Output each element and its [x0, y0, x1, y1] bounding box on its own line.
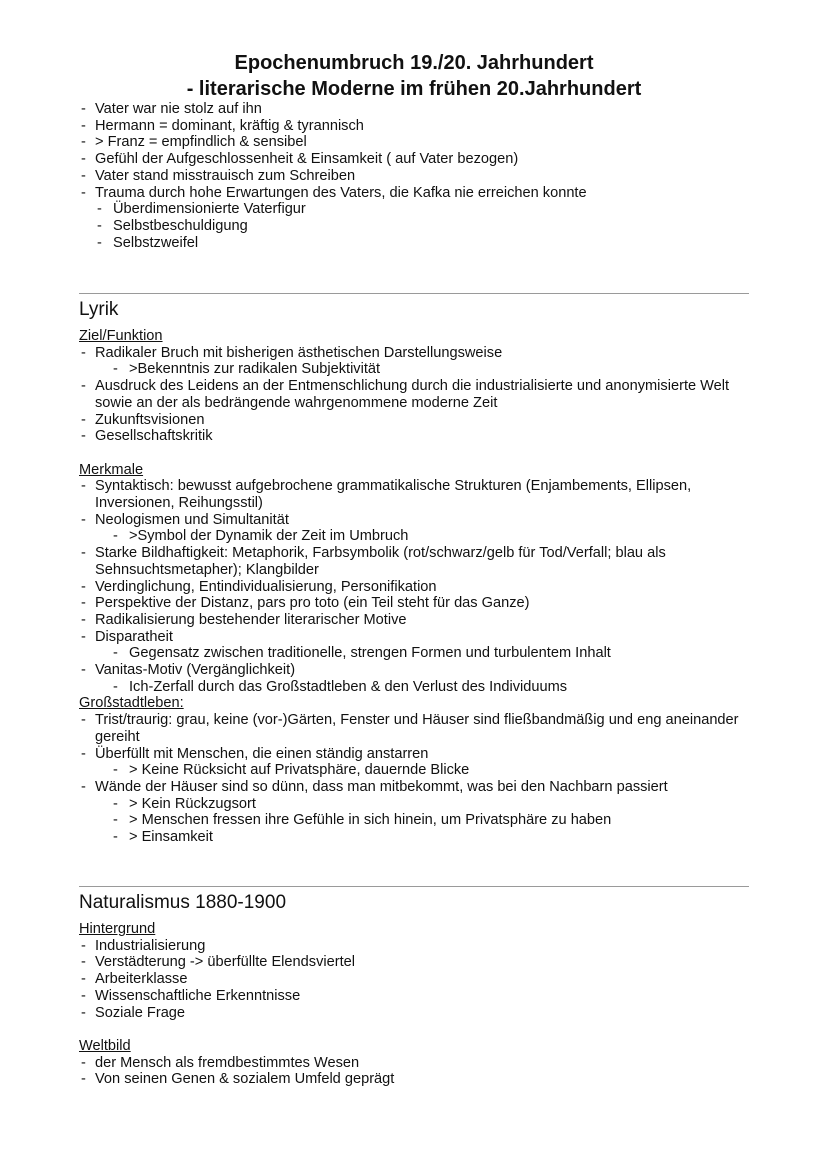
list-item: - Verdinglichung, Entindividualisierung, Personifikation	[79, 579, 759, 596]
list-subitem: - >Bekenntnis zur radikalen Subjektivität	[79, 361, 759, 378]
list-item: - Zukunftsvisionen	[79, 412, 759, 429]
list-item: - Perspektive der Distanz, pars pro toto (ein Teil steht für das Ganze)	[79, 595, 759, 612]
subheading-weltbild: Weltbild	[79, 1037, 131, 1054]
list-item: - Starke Bildhaftigkeit: Metaphorik, Farbsymbolik (rot/schwarz/gelb für Tod/Verfall; blau als Sehnsuchtsmetapher); Klangbilder	[79, 545, 759, 578]
list-subitem: - Gegensatz zwischen traditionelle, strengen Formen und turbulentem Inhalt	[79, 645, 759, 662]
list-subitem: - > Einsamkeit	[79, 829, 759, 846]
section-heading-lyrik: Lyrik	[79, 299, 119, 320]
list-item: - Industrialisierung	[79, 938, 759, 955]
list-item: - Syntaktisch: bewusst aufgebrochene grammatikalische Strukturen (Enjambements, Ellipsen, Inversionen, Reihungsstil)	[79, 478, 759, 511]
list-item: - Überfüllt mit Menschen, die einen ständig anstarren	[79, 746, 759, 763]
list-subitem: - > Keine Rücksicht auf Privatsphäre, dauernde Blicke	[79, 762, 759, 779]
subheading-grossstadtleben: Großstadtleben:	[79, 695, 184, 712]
subheading-merkmale: Merkmale	[79, 461, 144, 478]
list-item: - > Franz = empfindlich & sensibel	[79, 134, 759, 151]
lyrik-section	[79, 328, 759, 846]
list-item: - Vater war nie stolz auf ihn	[79, 101, 759, 118]
list-subitem: - Überdimensionierte Vaterfigur	[79, 201, 759, 218]
list-subitem: - Selbstzweifel	[79, 235, 759, 252]
list-item: - Gesellschaftskritik	[79, 428, 759, 445]
list-item: - Hermann = dominant, kräftig & tyrannisch	[79, 118, 759, 135]
list-item: - Trist/traurig: grau, keine (vor-)Gärten, Fenster und Häuser sind fließbandmäßig und eng aneinander gereiht	[79, 712, 759, 745]
list-item: - Soziale Frage	[79, 1005, 759, 1022]
list-item: - Arbeiterklasse	[79, 971, 759, 988]
list-item: - Radikalisierung bestehender literarischer Motive	[79, 612, 759, 629]
list-subitem: - > Kein Rückzugsort	[79, 796, 759, 813]
list-subitem: - Selbstbeschuldigung	[79, 218, 759, 235]
page-title-line-2: - literarische Moderne im frühen 20.Jahrhundert	[186, 78, 642, 100]
page-title-line-1: Epochenumbruch 19./20. Jahrhundert	[234, 52, 594, 74]
list-subitem: - >Symbol der Dynamik der Zeit im Umbruch	[79, 528, 759, 545]
list-item: - Neologismen und Simultanität	[79, 512, 759, 529]
section-heading-naturalismus: Naturalismus 1880-1900	[79, 892, 287, 913]
subheading-ziel-funktion: Ziel/Funktion	[79, 328, 163, 344]
list-subitem: - Ich-Zerfall durch das Großstadtleben & den Verlust des Individuums	[79, 679, 759, 696]
list-item: - Wände der Häuser sind so dünn, dass man mitbekommt, was bei den Nachbarn passiert	[79, 779, 759, 796]
subheading-hintergrund: Hintergrund	[79, 921, 156, 937]
list-item: - Wissenschaftliche Erkenntnisse	[79, 988, 759, 1005]
list-item: - Verstädterung -> überfüllte Elendsviertel	[79, 954, 759, 971]
list-item: - Trauma durch hohe Erwartungen des Vaters, die Kafka nie erreichen konnte	[79, 185, 759, 202]
list-item: - Von seinen Genen & sozialem Umfeld geprägt	[79, 1071, 759, 1088]
list-item: - der Mensch als fremdbestimmtes Wesen	[79, 1055, 759, 1072]
naturalismus-section	[79, 921, 759, 1088]
list-item: - Radikaler Bruch mit bisherigen ästhetischen Darstellungsweise	[79, 345, 759, 362]
list-item: - Gefühl der Aufgeschlossenheit & Einsamkeit ( auf Vater bezogen)	[79, 151, 759, 168]
list-subitem: - > Menschen fressen ihre Gefühle in sich hinein, um Privatsphäre zu haben	[79, 812, 759, 829]
list-item: - Vanitas-Motiv (Vergänglichkeit)	[79, 662, 759, 679]
list-item: - Disparatheit	[79, 629, 759, 646]
section-divider	[79, 886, 749, 887]
list-item: - Ausdruck des Leidens an der Entmenschlichung durch die industrialisierte und anonymisierte Welt sowie an der als bedrängende wahrgenommene moderne Zeit	[79, 378, 759, 411]
list-item: - Vater stand misstrauisch zum Schreiben	[79, 168, 759, 185]
intro-section	[79, 101, 759, 251]
section-divider	[79, 293, 749, 294]
